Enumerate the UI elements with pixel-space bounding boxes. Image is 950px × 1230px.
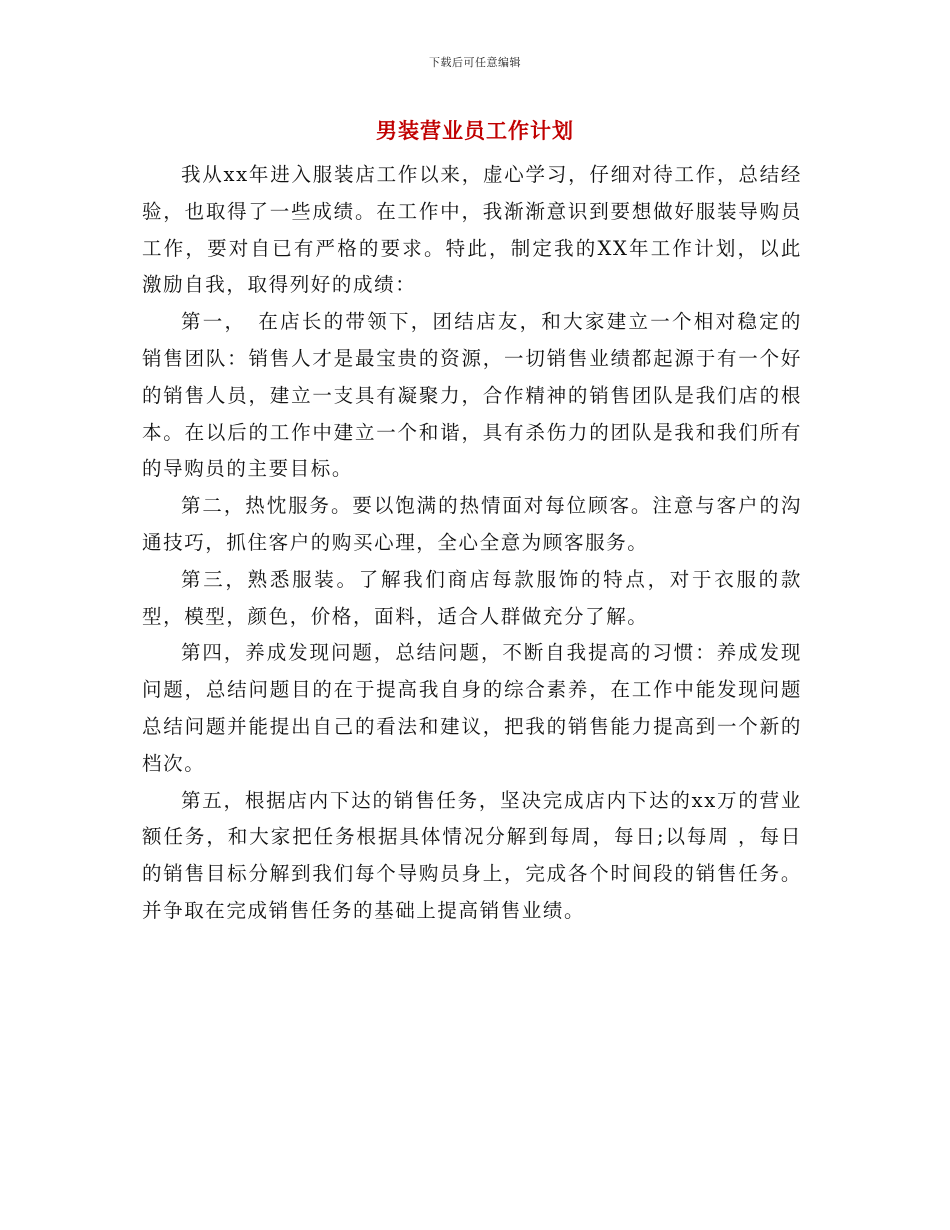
paragraph-third: 第三，熟悉服装。了解我们商店每款服饰的特点，对于衣服的款型，模型，颜色，价格，面料，适合人群做充分了解。: [142, 567, 802, 628]
paragraph-fifth: 第五，根据店内下达的销售任务，坚决完成店内下达的xx万的营业额任务，和大家把任务根据具体情况分解到每周，每日;以每周 ，每日的销售目标分解到我们每个导购员身上，完成各个时间段的销售任务。并争取在完成销售任务的基础上提高销售业绩。: [142, 788, 802, 922]
paragraph-fourth: 第四，养成发现问题，总结问题，不断自我提高的习惯：养成发现问题，总结问题目的在于提高我自身的综合素养，在工作中能发现问题总结问题并能提出自己的看法和建议，把我的销售能力提高到一个新的档次。: [142, 641, 802, 775]
paragraph-intro: 我从xx年进入服装店工作以来，虚心学习，仔细对待工作，总结经验，也取得了一些成绩。在工作中，我渐渐意识到要想做好服装导购员工作，要对自已有严格的要求。特此，制定我的XX年工作计划，以此激励自我，取得列好的成绩：: [142, 163, 802, 297]
document-body: [142, 157, 802, 930]
document-title: 男装营业员工作计划: [376, 119, 574, 143]
paragraph-second: 第二，热忱服务。要以饱满的热情面对每位顾客。注意与客户的沟通技巧，抓住客户的购买心理，全心全意为顾客服务。: [142, 494, 802, 554]
paragraph-first: 第一， 在店长的带领下，团结店友，和大家建立一个相对稳定的销售团队：销售人才是最宝贵的资源，一切销售业绩都起源于有一个好的销售人员，建立一支具有凝聚力，合作精神的销售团队是我们店的根本。在以后的工作中建立一个和谐，具有杀伤力的团队是我和我们所有的导购员的主要目标。: [142, 310, 802, 481]
header-note: 下载后可任意编辑: [429, 56, 521, 69]
